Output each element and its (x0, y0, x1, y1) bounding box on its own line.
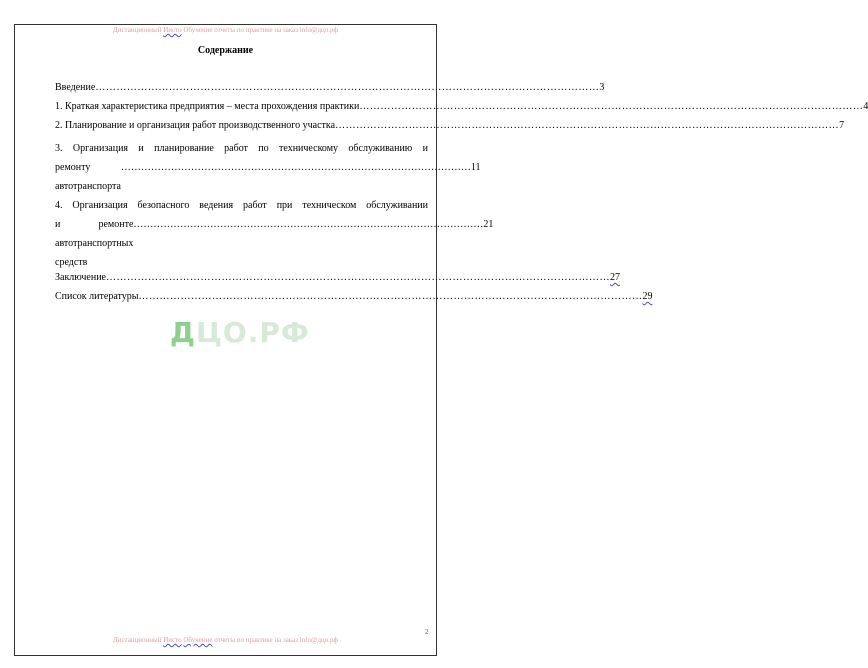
toc-entry-references[interactable]: Список литературы ……………………………………………………………………………………………………………………………… 29 (55, 291, 428, 310)
table-of-contents (55, 82, 868, 310)
toc-entry-2[interactable]: 2. Планирование и организация работ производственного участка ……………………………………………………………………………………………………………………………… 7 (55, 120, 428, 139)
footer-watermark: Дистанционный Иисто Обучение отчеты по практике на заказ info@дцо.рф (112, 636, 339, 644)
toc-entry-1[interactable]: 1. Краткая характеристика предприятия – места прохождения практики ……………………………………………………………………………………………………………………………… 4 (55, 101, 428, 120)
page-number: 2 (425, 628, 429, 636)
center-watermark-logo: ДЦО.РФ (170, 316, 310, 349)
page-title: Содержание (197, 45, 254, 56)
toc-entry-4[interactable]: 4. Организация безопасного ведения работ при техническом обслуживании и ремонте автотранспортных средств …………………………………………………………………………………………… 21 (55, 200, 494, 268)
header-watermark: Дистанционный Иисто Обучение отчеты по практике на заказ info@дцо.рф (112, 26, 339, 34)
toc-entry-intro[interactable]: Введение ……………………………………………………………………………………………………………………………… 3 (55, 82, 428, 101)
toc-entry-3[interactable]: 3. Организация и планирование работ по техническому обслуживанию и ремонту автотранспорта …………………………………………………………………………………………… 11 (55, 143, 481, 192)
toc-entry-conclusion[interactable]: Заключение ……………………………………………………………………………………………………………………………… 27 (55, 272, 428, 291)
